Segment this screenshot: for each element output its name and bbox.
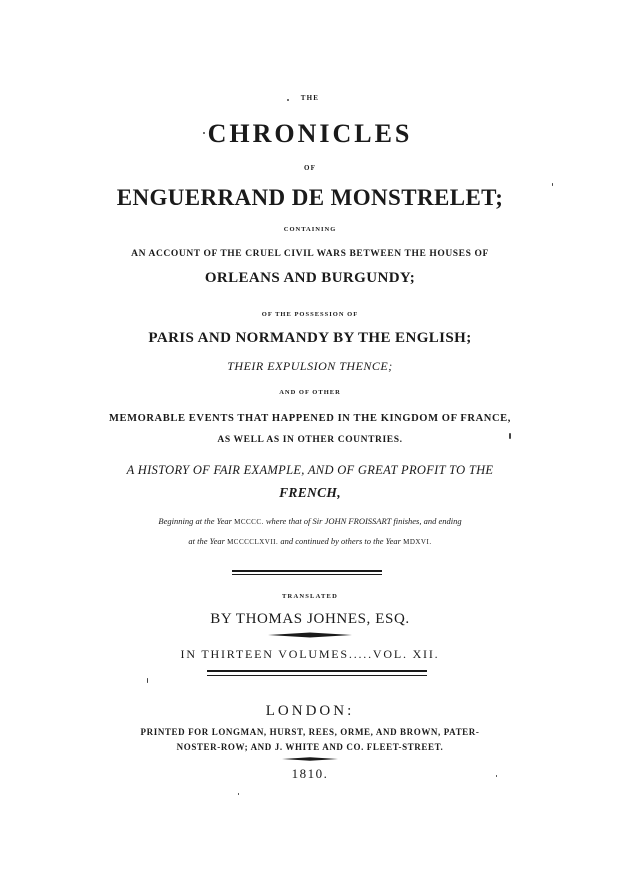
ending-year-2: MDXVI. [403, 538, 432, 546]
speck [552, 183, 553, 186]
speck [203, 132, 205, 134]
speck [287, 99, 289, 101]
ending-pre: at the Year [188, 536, 225, 546]
expulsion-line: THEIR EXPULSION THENCE; [227, 359, 393, 373]
city-line: LONDON: [265, 703, 355, 719]
speck [509, 433, 511, 439]
title-the: THE [300, 94, 320, 102]
printer-line-1: PRINTED FOR LONGMAN, HURST, REES, ORME, AND BROWN, PATER- [140, 727, 480, 737]
translator-line: BY THOMAS JOHNES, ESQ. [210, 611, 410, 627]
ending-mid: and continued by others to the Year [280, 536, 401, 546]
printer-line-2: NOSTER-ROW; AND J. WHITE AND CO. FLEET-STREET. [176, 742, 444, 752]
speck [496, 775, 497, 777]
speck [238, 793, 239, 795]
ending-line [0, 537, 620, 546]
as-well-line: AS WELL AS IN OTHER COUNTRIES. [217, 435, 403, 445]
double-rule-2-bottom [207, 675, 427, 676]
year-line: 1810. [291, 766, 329, 781]
and-of-other-label: AND OF OTHER [279, 389, 341, 396]
double-rule-bottom [232, 574, 382, 575]
history-line-2: FRENCH, [279, 485, 341, 500]
beginning-pre: Beginning at the Year [158, 516, 232, 526]
containing-label: CONTAINING [283, 226, 337, 233]
ending-year: MCCCCLXVII. [227, 538, 279, 546]
volumes-line: IN THIRTEEN VOLUMES.....VOL. XII. [180, 647, 440, 661]
double-rule-top [232, 570, 382, 572]
translated-label: TRANSLATED [282, 593, 338, 600]
houses-line: ORLEANS AND BURGUNDY; [204, 270, 416, 286]
account-line: AN ACCOUNT OF THE CRUEL CIVIL WARS BETWEEN THE HOUSES OF [131, 249, 489, 259]
memorable-line: MEMORABLE EVENTS THAT HAPPENED IN THE KINGDOM OF FRANCE, [108, 413, 511, 424]
beginning-year: MCCCC. [234, 518, 264, 526]
paris-line: PARIS AND NORMANDY BY THE ENGLISH; [148, 330, 472, 346]
history-line-1: A HISTORY OF FAIR EXAMPLE, AND OF GREAT PROFIT TO THE [126, 463, 494, 477]
title-chronicles: CHRONICLES [207, 119, 413, 148]
possession-label: OF THE POSSESSION OF [261, 311, 359, 318]
beginning-line [0, 517, 620, 526]
double-rule-2-top [207, 670, 427, 672]
author-name: ENGUERRAND DE MONSTRELET; [116, 185, 504, 210]
tapered-rule-1 [268, 632, 352, 638]
title-of: OF [303, 164, 317, 172]
speck [147, 678, 148, 683]
beginning-mid: where that of Sir JOHN FROISSART finishes, and ending [265, 516, 462, 526]
tapered-rule-2 [282, 757, 338, 761]
